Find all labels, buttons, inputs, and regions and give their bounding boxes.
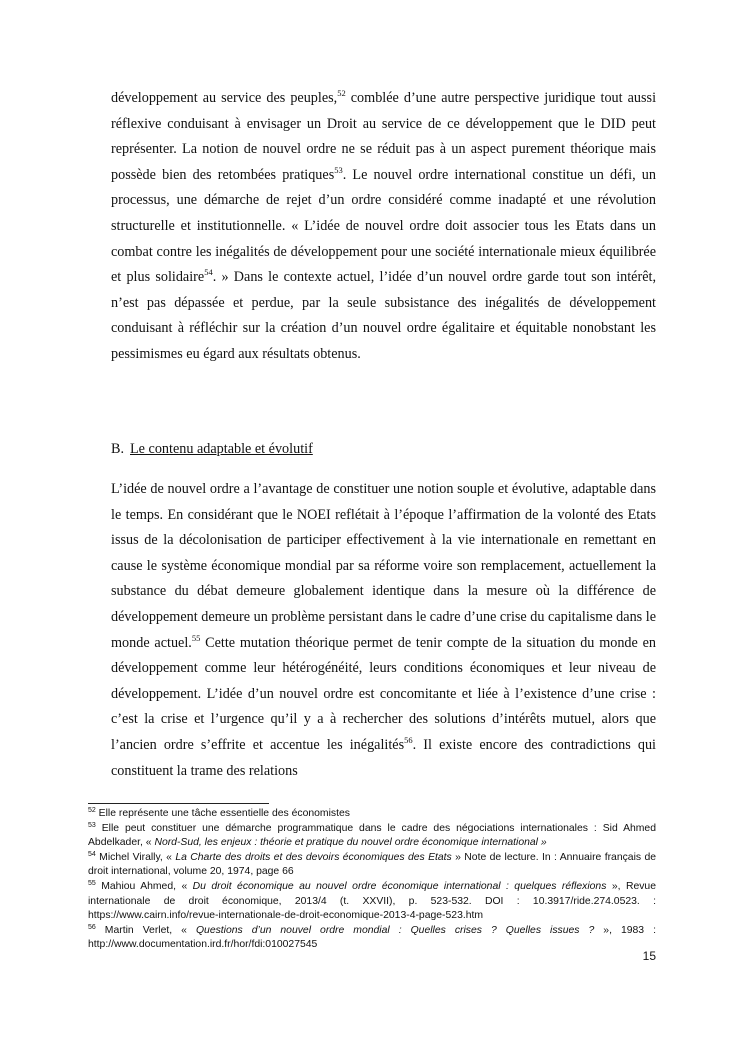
text-run: L’idée de nouvel ordre a l’avantage de constituer une notion souple et évolutive, adaptable dans le temps. En considérant que le NOEI reflétait à l’époque l’affirmation de la volonté des Etats issus de la décolonisation de participer effectivement à la vie internationale en remettant en cause le système économique mondial par sa réforme voire son remplacement, actuellement la substance du débat demeure globalement identique dans la mesure où la différence de développement demeure un problème persistant dans le cadre d’une crise du capitalisme dans le monde actuel.	[111, 481, 656, 651]
footnote-text: Elle peut constituer une démarche programmatique dans le cadre des négociations internationales : Sid Ahmed Abdelkader, «	[88, 822, 656, 849]
footnote-number: 55	[88, 879, 96, 887]
section-label: B.	[111, 441, 125, 457]
text-run: développement au service des peuples,	[111, 90, 338, 106]
footnote-number: 53	[88, 821, 96, 829]
footnote-title: La Charte des droits et des devoirs économiques des Etats	[175, 851, 452, 863]
footnote-53	[88, 822, 656, 851]
footnote-ref-56[interactable]: 56	[404, 734, 413, 745]
footnote-54	[88, 851, 656, 880]
footnote-ref-55[interactable]: 55	[191, 632, 201, 643]
footnote-text: », 1983 : http://www.documentation.ird.fr/hor/fdi:010027545	[88, 924, 656, 951]
footnote-text: » Note de lecture. In : Annuaire français de droit international, volume 20, 1974, page 66	[88, 851, 657, 878]
footnote-number: 56	[88, 923, 96, 931]
footnote-ref-52[interactable]: 52	[337, 88, 346, 98]
text-run: Cette mutation théorique permet de tenir compte de la situation du monde en développement comme leur hétérogénéité, leurs conditions économiques et leur niveau de développement. L’idée d’un nouvel ordre est concomitante et liée à l’existence d’une crise : c’est la crise et l’urgence qu’il y a à rechercher des solutions d’intérêts mutuel, alors que l’ancien ordre s’effrite et accentue les inégalités	[111, 634, 657, 753]
paragraph-2	[111, 477, 656, 784]
footnotes	[88, 807, 656, 953]
footnote-text: Elle représente une tâche essentielle des économistes	[95, 808, 350, 819]
footnote-separator	[88, 803, 269, 804]
text-run: . » Dans le contexte actuel, l’idée d’un nouvel ordre garde tout son intérêt, n’est pas dépassée et perdue, par la seule subsistance des inégalités de développement conduisant à réfléchir sur la création d’un nouvel ordre égalitaire et équitable nonobstant les pessimismes eu égard aux résultats obtenus.	[111, 269, 656, 362]
footnote-title: Nord-Sud, les enjeux : théorie et pratique du nouvel ordre économique international »	[154, 837, 547, 849]
section-title: Le contenu adaptable et évolutif	[130, 441, 313, 457]
footnote-ref-54[interactable]: 54	[204, 267, 213, 278]
page-number: 15	[642, 949, 656, 963]
footnote-text: Mahiou Ahmed, «	[95, 880, 193, 892]
text-run: . Il existe encore des contradictions qui constituent la trame des relations	[111, 736, 656, 779]
footnote-number: 52	[88, 807, 96, 814]
footnote-text: Martin Verlet, «	[95, 924, 196, 936]
section-heading	[111, 441, 313, 458]
paragraph-1	[111, 86, 656, 368]
text-run: comblée d’une autre perspective juridique tout aussi réflexive conduisant à envisager un Droit au service de ce développement que le DID peut représenter. La notion de nouvel ordre ne se réduit pas à un aspect purement théorique mais possède bien des retombées pratiques	[111, 90, 657, 183]
footnote-title: Questions d’un nouvel ordre mondial : Quelles crises ? Quelles issues ?	[195, 924, 595, 936]
footnote-number: 54	[88, 850, 96, 858]
footnote-ref-53[interactable]: 53	[334, 164, 343, 175]
footnote-text: Michel Virally, «	[95, 851, 176, 863]
footnote-text: », Revue internationale de droit économique, 2013/4 (t. XXVII), p. 523-532. DOI : 10.3917/ride.274.0523. : https://www.cairn.info/revue-internationale-de-droit-economique-2013-4-page-523.htm	[88, 880, 656, 922]
footnote-55	[88, 880, 656, 924]
text-run: . Le nouvel ordre international constitue un défi, un processus, une démarche de rejet d’un ordre considéré comme inadapté et une révolution structurelle et institutionnelle. « L’idée de nouvel ordre doit associer tous les Etats dans un combat contre les inégalités de développement pour une société internationale mieux équilibrée et plus solidaire	[111, 166, 656, 286]
footnote-title: Du droit économique au nouvel ordre économique international : quelques réflexions	[192, 880, 607, 892]
footnote-56	[88, 924, 656, 953]
footnote-52	[88, 807, 656, 822]
